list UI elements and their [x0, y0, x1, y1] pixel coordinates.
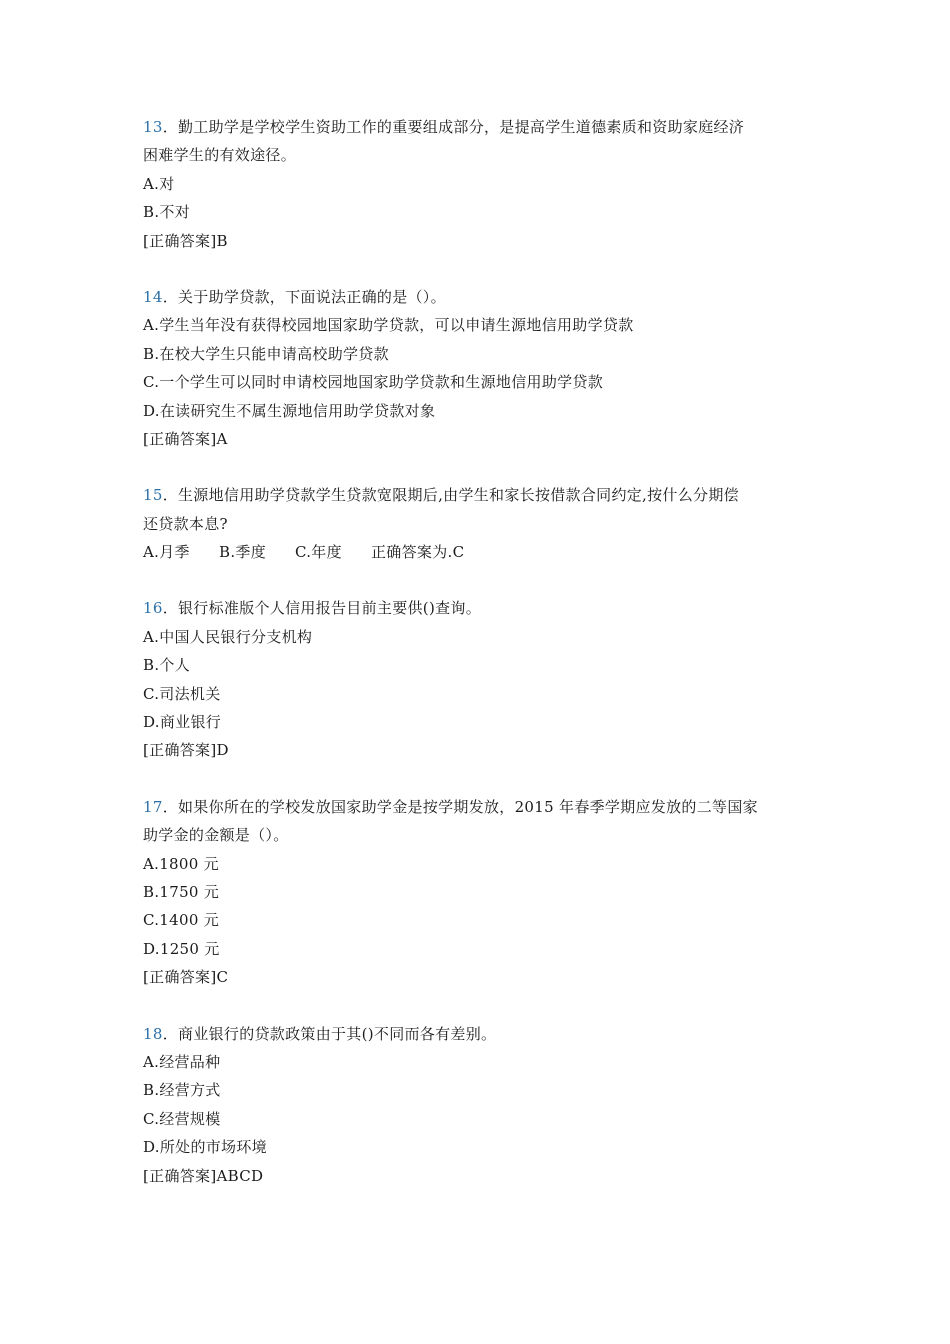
question-18: [143, 1020, 813, 1190]
option-d: D.所处的市场环境: [143, 1138, 267, 1157]
answer: [正确答案]ABCD: [143, 1166, 264, 1185]
answer: [正确答案]C: [143, 968, 229, 987]
answer: [正确答案]A: [143, 429, 228, 448]
inline-options: [143, 538, 813, 566]
answer: [正确答案]B: [143, 231, 228, 250]
question-13: [143, 113, 813, 255]
option-a: A.月季: [143, 543, 190, 562]
question-text-line: 14．关于助学贷款，下面说法正确的是（）。: [143, 287, 446, 306]
question-text-line: 18．商业银行的贷款政策由于其()不同而各有差别。: [143, 1024, 497, 1043]
question-text-line: 17．如果你所在的学校发放国家助学金是按学期发放，2015 年春季学期应发放的二等国家: [143, 797, 758, 816]
option-a: A.经营品种: [143, 1052, 221, 1071]
option-b: B.个人: [143, 656, 190, 675]
option-b: B.季度: [219, 543, 266, 562]
question-text-line: 13．勤工助学是学校学生资助工作的重要组成部分，是提高学生道德素质和资助家庭经济: [143, 118, 745, 136]
question-14: [143, 283, 813, 453]
answer: [正确答案]D: [143, 741, 229, 760]
option-b: B.经营方式: [143, 1081, 221, 1100]
question-number: 16: [143, 599, 163, 618]
option-c: C.年度: [295, 543, 342, 562]
document-page: [143, 113, 813, 1190]
question-17: [143, 793, 813, 992]
option-c: C.1400 元: [143, 911, 220, 930]
question-number: 18: [143, 1024, 163, 1043]
question-text-line: 15．生源地信用助学贷款学生贷款宽限期后,由学生和家长按借款合同约定,按什么分期偿: [143, 486, 739, 505]
option-c: C.司法机关: [143, 684, 221, 703]
question-text-line: 还贷款本息?: [143, 514, 228, 533]
option-d: D.商业银行: [143, 713, 222, 732]
question-number: 17: [143, 797, 163, 816]
option-a: A.学生当年没有获得校园地国家助学贷款，可以申请生源地信用助学贷款: [143, 316, 634, 335]
question-text-line: 助学金的金额是（）。: [143, 826, 289, 845]
option-c: C.一个学生可以同时申请校园地国家助学贷款和生源地信用助学贷款: [143, 373, 604, 392]
option-a: A.1800 元: [143, 854, 219, 873]
question-number: 13: [143, 118, 163, 136]
question-15: [143, 481, 813, 566]
option-b: B.不对: [143, 203, 190, 222]
option-b: B.1750 元: [143, 882, 220, 901]
option-a: A.对: [143, 174, 175, 193]
question-16: [143, 594, 813, 764]
question-text-line: 困难学生的有效途径。: [143, 146, 297, 165]
question-number: 14: [143, 287, 163, 306]
question-number: 15: [143, 486, 163, 505]
question-text-line: 16．银行标准版个人信用报告目前主要供()查询。: [143, 599, 481, 618]
option-c: C.经营规模: [143, 1109, 221, 1128]
option-b: B.在校大学生只能申请高校助学贷款: [143, 344, 389, 363]
option-a: A.中国人民银行分支机构: [143, 627, 313, 646]
answer: 正确答案为.C: [371, 543, 465, 562]
option-d: D.在读研究生不属生源地信用助学贷款对象: [143, 401, 436, 420]
option-d: D.1250 元: [143, 939, 220, 958]
